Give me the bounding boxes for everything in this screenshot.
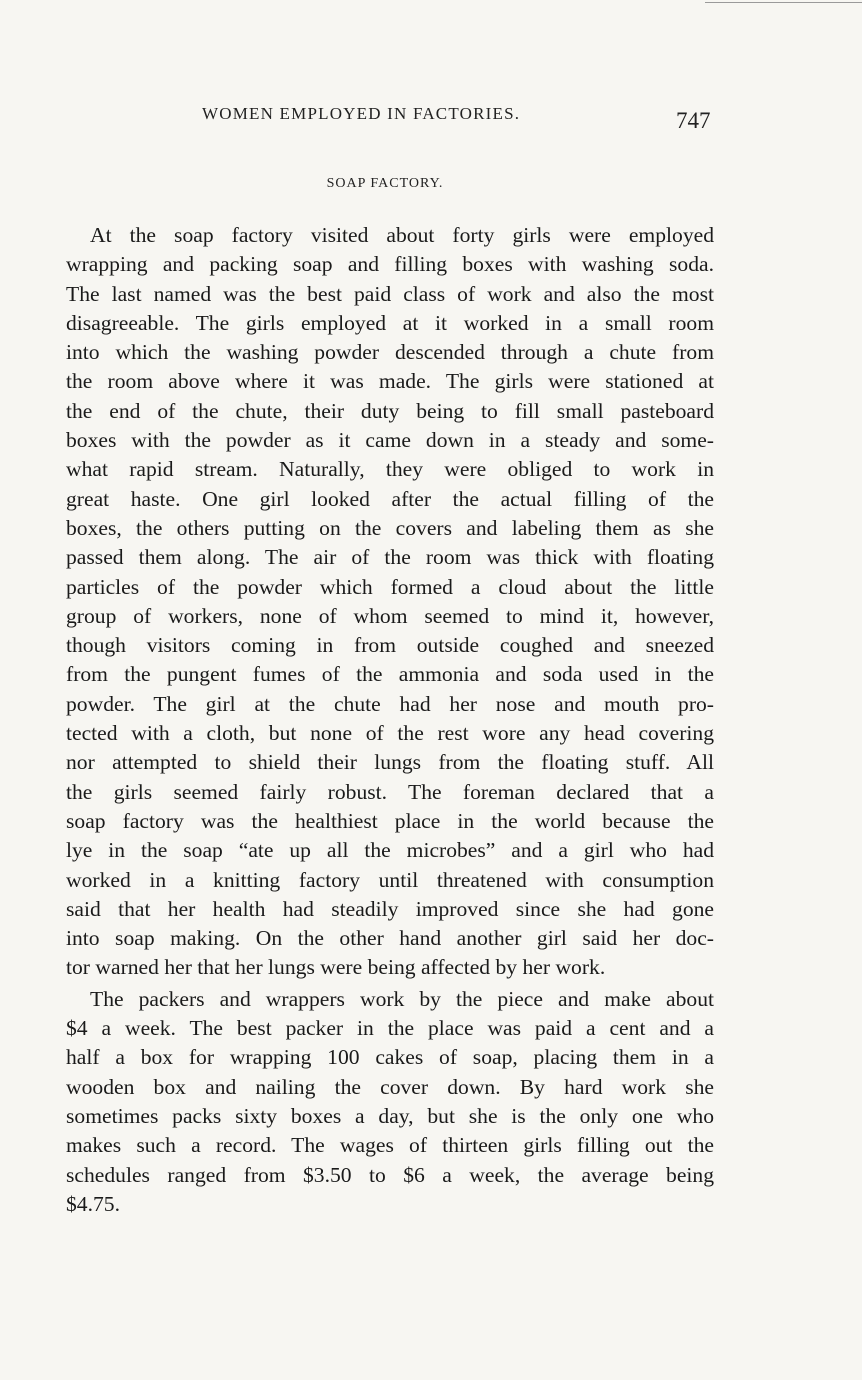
text-line: though visitors coming in from outside coughed and sneezed bbox=[66, 633, 714, 658]
top-edge-rule bbox=[705, 2, 862, 3]
text-line: The packers and wrappers work by the piece and make about bbox=[90, 986, 714, 1011]
paragraph-2 bbox=[66, 985, 714, 1219]
text-line: group of workers, none of whom seemed to mind it, however, bbox=[66, 603, 714, 628]
text-line: worked in a knitting factory until threatened with consumption bbox=[66, 867, 714, 892]
paragraph-1 bbox=[66, 221, 714, 983]
text-line: powder. The girl at the chute had her nose and mouth pro- bbox=[66, 691, 714, 716]
running-head: WOMEN EMPLOYED IN FACTORIES. bbox=[202, 104, 521, 123]
text-line: schedules ranged from $3.50 to $6 a week, the average being bbox=[66, 1162, 714, 1187]
text-line: into soap making. On the other hand another girl said her doc- bbox=[66, 926, 714, 951]
text-line: what rapid stream. Naturally, they were obliged to work in bbox=[66, 457, 714, 482]
text-line: tected with a cloth, but none of the rest wore any head covering bbox=[66, 721, 714, 746]
text-line: At the soap factory visited about forty girls were employed bbox=[90, 223, 714, 247]
section-title: SOAP FACTORY. bbox=[326, 176, 444, 191]
text-line: wooden box and nailing the cover down. By hard work she bbox=[66, 1074, 714, 1099]
text-line: $4.75. bbox=[66, 1191, 120, 1216]
text-line: particles of the powder which formed a cloud about the little bbox=[66, 574, 714, 599]
text-line: wrapping and packing soap and filling boxes with washing soda. bbox=[66, 252, 714, 277]
text-line: tor warned her that her lungs were being affected by her work. bbox=[66, 955, 606, 980]
text-line: half a box for wrapping 100 cakes of soap, placing them in a bbox=[66, 1045, 714, 1070]
text-line: the room above where it was made. The girls were stationed at bbox=[66, 369, 714, 394]
page-number: 747 bbox=[676, 108, 711, 133]
text-line: disagreeable. The girls employed at it worked in a small room bbox=[66, 310, 714, 335]
text-line: nor attempted to shield their lungs from the floating stuff. All bbox=[66, 750, 714, 775]
text-line: the end of the chute, their duty being to fill small pasteboard bbox=[66, 398, 714, 423]
text-line: $4 a week. The best packer in the place was paid a cent and a bbox=[66, 1016, 714, 1041]
text-line: the girls seemed fairly robust. The foreman declared that a bbox=[66, 779, 714, 804]
text-line: into which the washing powder descended through a chute from bbox=[66, 340, 714, 365]
text-line: sometimes packs sixty boxes a day, but she is the only one who bbox=[66, 1103, 714, 1128]
text-line: great haste. One girl looked after the actual filling of the bbox=[66, 486, 714, 511]
text-line: passed them along. The air of the room was thick with floating bbox=[66, 545, 714, 570]
text-line: The last named was the best paid class of work and also the most bbox=[66, 281, 714, 306]
text-line: from the pungent fumes of the ammonia and soda used in the bbox=[66, 662, 714, 687]
text-line: makes such a record. The wages of thirteen girls filling out the bbox=[66, 1133, 714, 1158]
body-text bbox=[66, 221, 714, 1219]
text-line: boxes, the others putting on the covers and labeling them as she bbox=[66, 515, 714, 540]
text-line: boxes with the powder as it came down in a steady and some- bbox=[66, 428, 714, 453]
text-line: said that her health had steadily improved since she had gone bbox=[66, 896, 714, 921]
text-line: lye in the soap “ate up all the microbes” and a girl who had bbox=[66, 838, 714, 863]
text-line: soap factory was the healthiest place in the world because the bbox=[66, 808, 714, 833]
